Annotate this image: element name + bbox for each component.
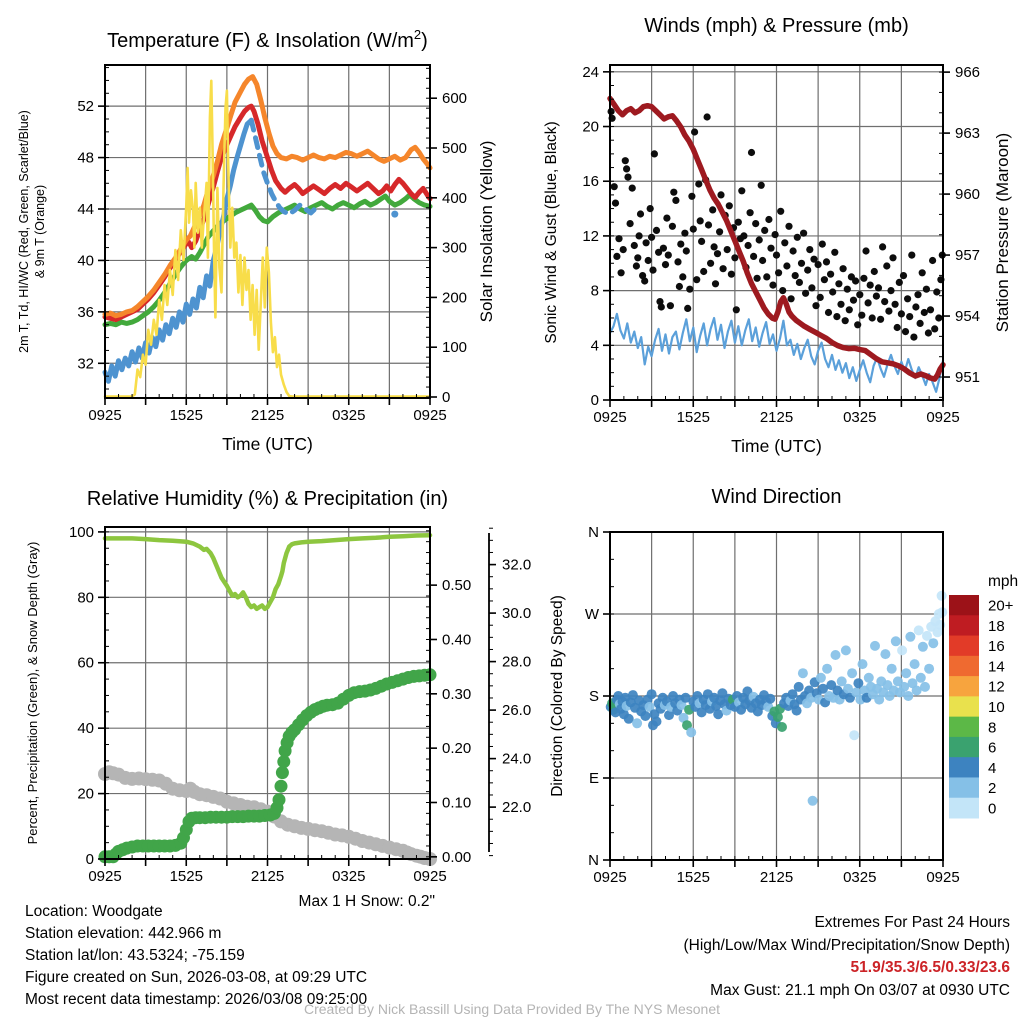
right-tick-label: 0.00 [442, 848, 472, 866]
y-tick-label: N [588, 524, 599, 541]
x-tick-label: 1525 [169, 407, 203, 424]
y-tick-label: 60 [77, 654, 94, 672]
right-tick-label: 0.30 [442, 685, 472, 703]
colorbar-label: 14 [988, 658, 1005, 676]
right-tick-label: 966 [955, 64, 981, 82]
y-tick-label: 52 [77, 98, 94, 116]
colorbar-band [949, 636, 979, 657]
extremes-block [500, 912, 1010, 1002]
y-tick-label: 80 [77, 589, 94, 607]
colorbar-label: 18 [988, 617, 1005, 635]
y-tick-label: 40 [77, 720, 94, 738]
y-axis-title: 2m T, Td, HI/WC (Red, Green, Scarlet/Blue) [17, 110, 31, 353]
y-tick-label: 12 [582, 227, 599, 245]
station-info [25, 901, 367, 1011]
right-tick-label: 951 [955, 369, 981, 387]
x-tick-label: 0925 [926, 409, 960, 426]
colorbar-title: mph [988, 573, 1019, 590]
right-axis-title: Solar Insolation (Yellow) [477, 140, 496, 323]
x-tick-label: 1525 [676, 409, 710, 426]
extremes-subtitle: (High/Low/Max Wind/Precipitation/Snow Depth) [683, 936, 1010, 954]
y-tick-label: 24 [582, 63, 599, 81]
x-tick-label: 2125 [250, 868, 285, 885]
y-tick-label: 0 [85, 851, 94, 868]
y-tick-label: N [588, 852, 599, 869]
right-tick-label: 954 [955, 308, 981, 326]
far-tick-label: 28.0 [502, 653, 532, 671]
winds-pressure-chart [543, 15, 1012, 456]
y-tick-label: 32 [77, 355, 94, 373]
right-tick-label: 600 [442, 90, 468, 108]
far-tick-label: 30.0 [502, 605, 532, 623]
right-axis-title: Station Pressure (Maroon) [993, 132, 1012, 333]
colorbar-band [949, 676, 979, 697]
max-snow-note: Max 1 H Snow: 0.2" [298, 893, 435, 910]
colorbar-band [949, 777, 979, 798]
colorbar-label: 16 [988, 638, 1005, 656]
colorbar-band [949, 696, 979, 717]
y-tick-label: E [588, 770, 599, 787]
x-tick-label: 0925 [88, 407, 122, 424]
data-timestamp: Most recent data timestamp: 2026/03/08 09:25:00 [25, 991, 368, 1008]
y-axis-title: Sonic Wind & Gust (Blue, Black) [543, 121, 560, 344]
figure-created: Figure created on Sun, 2026-03-08, at 09:29 UTC [25, 969, 368, 986]
colorbar-band [949, 737, 979, 758]
colorbar-band [949, 757, 979, 778]
y-tick-label: 20 [77, 785, 94, 803]
colorbar-band [949, 798, 979, 819]
station-latlon: Station lat/lon: 43.5324; -75.159 [25, 947, 245, 964]
temp-insolation-chart [17, 27, 496, 454]
colorbar-label: 0 [988, 800, 997, 818]
chart-title: Relative Humidity (%) & Precipitation (in) [86, 488, 449, 510]
far-tick-label: 24.0 [502, 750, 532, 768]
y-tick-label: 40 [77, 252, 94, 270]
colorbar-band [949, 717, 979, 738]
right-tick-label: 0.10 [442, 794, 472, 812]
x-tick-label: 1525 [169, 868, 203, 885]
y-tick-label: 100 [68, 523, 94, 541]
colorbar-label: 4 [988, 759, 997, 777]
right-tick-label: 200 [442, 289, 468, 307]
extremes-title: Extremes For Past 24 Hours [814, 914, 1010, 931]
right-tick-label: 0.20 [442, 740, 472, 758]
colorbar-label: 2 [988, 780, 997, 798]
colorbar-label: 20+ [988, 597, 1014, 615]
right-tick-label: 500 [442, 140, 468, 158]
chart-title: Wind Direction [711, 486, 842, 508]
colorbar-band [949, 656, 979, 677]
extremes-values: 51.9/35.3/6.5/0.33/23.6 [850, 959, 1010, 976]
right-tick-label: 100 [442, 339, 468, 357]
colorbar-label: 6 [988, 739, 997, 757]
x-tick-label: 0925 [413, 407, 447, 424]
colorbar-band [949, 615, 979, 636]
right-tick-label: 0.40 [442, 631, 472, 649]
station-location: Location: Woodgate [25, 903, 163, 920]
x-tick-label: 2125 [250, 407, 285, 424]
x-tick-label: 0925 [88, 868, 122, 885]
x-axis-title: Time (UTC) [731, 436, 822, 456]
x-tick-label: 0325 [843, 409, 877, 426]
colorbar-label: 12 [988, 678, 1005, 696]
y-tick-label: W [584, 606, 599, 623]
y-tick-label: 16 [582, 173, 599, 191]
humidity-precip-chart [25, 488, 531, 885]
chart-title: Temperature (F) & Insolation $(W/m^2)$ [107, 27, 428, 52]
x-tick-label: 0925 [593, 869, 627, 886]
far-tick-label: 32.0 [502, 556, 532, 574]
far-tick-label: 26.0 [502, 702, 532, 720]
x-tick-label: 0325 [332, 407, 366, 424]
x-tick-label: 0925 [926, 869, 960, 886]
x-tick-label: 0325 [843, 869, 877, 886]
y-tick-label: S [588, 688, 599, 705]
colorbar-label: 10 [988, 699, 1005, 716]
station-elevation: Station elevation: 442.966 m [25, 925, 222, 942]
right-tick-label: 300 [442, 239, 468, 257]
wind-chill-dot [391, 211, 398, 218]
right-tick-label: 957 [955, 247, 981, 265]
x-tick-label: 0325 [332, 868, 366, 885]
y-tick-label: 8 [590, 282, 599, 300]
colorbar-band [949, 595, 979, 616]
x-axis-title: Time (UTC) [222, 434, 313, 454]
y-tick-label: 20 [582, 118, 599, 136]
x-tick-label: 0925 [413, 868, 447, 885]
y-axis-title: Direction (Colored By Speed) [549, 595, 566, 797]
speed-colorbar [949, 573, 1018, 819]
y-tick-label: 48 [77, 149, 94, 167]
y-tick-label: 36 [77, 303, 94, 321]
right-tick-label: 960 [955, 186, 981, 204]
y-axis-title: & 9m T (Orange) [33, 184, 47, 279]
colorbar-label: 8 [988, 719, 997, 737]
x-tick-label: 2125 [759, 869, 794, 886]
x-tick-label: 2125 [759, 409, 794, 426]
right-tick-label: 0 [442, 389, 451, 407]
y-tick-label: 4 [590, 337, 599, 355]
chart-title: Winds (mph) & Pressure (mb) [644, 15, 909, 37]
wind-direction-chart [549, 486, 960, 886]
right-tick-label: 400 [442, 189, 468, 207]
y-tick-label: 0 [590, 392, 599, 409]
x-tick-label: 0925 [593, 409, 627, 426]
right-tick-label: 0.50 [442, 577, 472, 595]
max-gust: Max Gust: 21.1 mph On 03/07 at 0930 UTC [710, 981, 1010, 999]
x-tick-label: 1525 [676, 869, 710, 886]
credit-footer: Created By Nick Bassill Using Data Provided By The NYS Mesonet [303, 1001, 721, 1017]
right-tick-label: 963 [955, 125, 981, 143]
y-axis-title: Percent, Precipitation (Green), & Snow Depth (Gray) [25, 541, 40, 845]
far-tick-label: 22.0 [502, 799, 532, 817]
y-tick-label: 44 [77, 201, 94, 218]
